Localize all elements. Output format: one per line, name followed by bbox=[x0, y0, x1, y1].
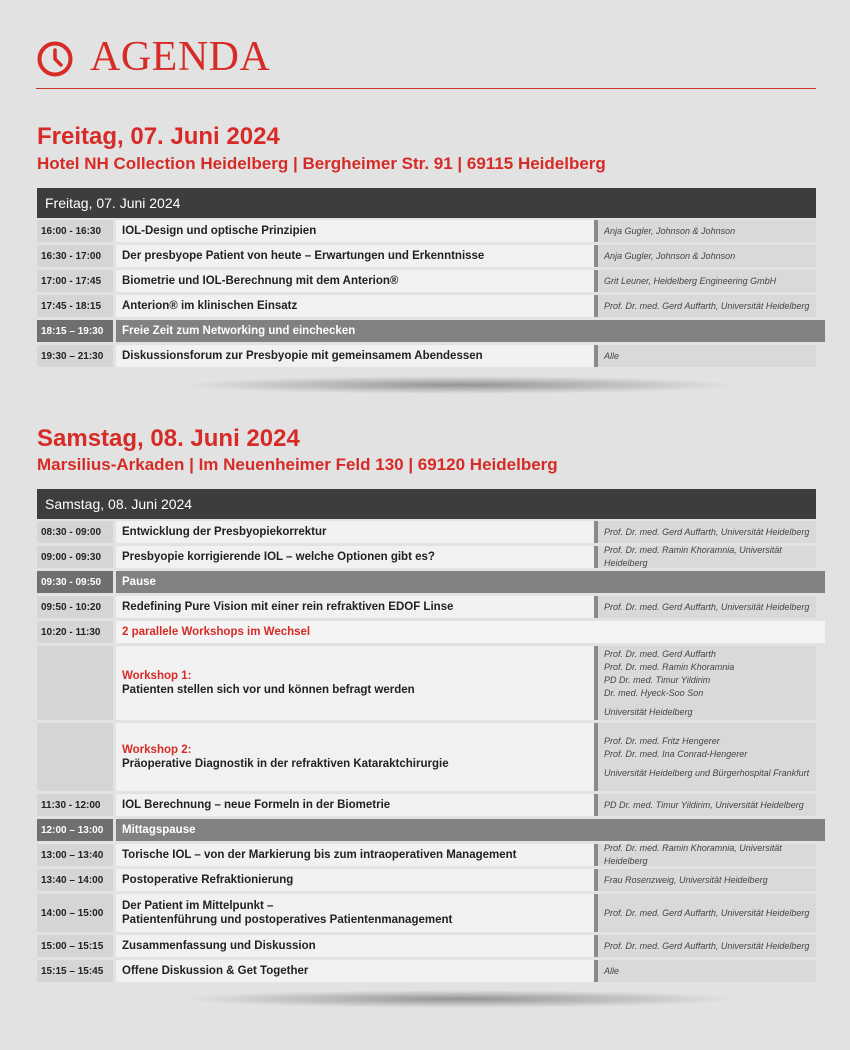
speaker-cell: Prof. Dr. med. Gerd Auffarth, Universität Heidelberg bbox=[598, 596, 816, 618]
time-cell: 16:30 - 17:00 bbox=[37, 245, 113, 267]
time-cell: 13:00 – 13:40 bbox=[37, 844, 113, 866]
workshop-row bbox=[37, 646, 816, 720]
speaker-cell: Prof. Dr. med. Ramin Khoramnia, Universität Heidelberg bbox=[598, 546, 816, 568]
topic-line: Patientenführung und postoperatives Patientenmanagement bbox=[122, 914, 453, 926]
break-label: Pause bbox=[116, 571, 825, 593]
time-cell bbox=[37, 646, 113, 720]
day-1-venue: Hotel NH Collection Heidelberg | Bergheimer Str. 91 | 69115 Heidelberg bbox=[37, 154, 606, 173]
time-cell: 10:20 - 11:30 bbox=[37, 621, 113, 643]
time-cell: 09:50 - 10:20 bbox=[37, 596, 113, 618]
time-cell: 19:30 – 21:30 bbox=[37, 345, 113, 367]
speaker-name: PD Dr. med. Timur Yildirim bbox=[604, 674, 711, 685]
topic-line: Der Patient im Mittelpunkt – bbox=[122, 900, 274, 912]
speaker-cell: Frau Rosenzweig, Universität Heidelberg bbox=[598, 869, 816, 891]
speaker-cell: Prof. Dr. med. Gerd Auffarth, Universität Heidelberg bbox=[598, 935, 816, 957]
table-row bbox=[37, 270, 816, 292]
table-row bbox=[37, 245, 816, 267]
workshop-header-row bbox=[37, 621, 816, 643]
speaker-cell: Anja Gugler, Johnson & Johnson bbox=[598, 220, 816, 242]
time-cell: 08:30 - 09:00 bbox=[37, 521, 113, 543]
table-row bbox=[37, 295, 816, 317]
table-header: Samstag, 08. Juni 2024 bbox=[37, 489, 816, 519]
speaker-cell: Alle bbox=[598, 960, 816, 982]
speaker-cell bbox=[598, 646, 816, 720]
table-row bbox=[37, 960, 816, 982]
time-cell: 12:00 – 13:00 bbox=[37, 819, 113, 841]
topic-cell bbox=[116, 723, 594, 791]
table-row bbox=[37, 844, 816, 866]
speaker-cell: Prof. Dr. med. Gerd Auffarth, Universität Heidelberg bbox=[598, 521, 816, 543]
topic-cell: Entwicklung der Presbyopiekorrektur bbox=[116, 521, 594, 543]
speaker-cell: Alle bbox=[598, 345, 816, 367]
topic-cell: IOL Berechnung – neue Formeln in der Biometrie bbox=[116, 794, 594, 816]
topic-cell bbox=[116, 646, 594, 720]
workshop-row bbox=[37, 723, 816, 791]
day-2-schedule-table bbox=[37, 489, 816, 985]
speaker-cell: Prof. Dr. med. Gerd Auffarth, Universität Heidelberg bbox=[598, 894, 816, 932]
time-cell: 17:00 - 17:45 bbox=[37, 270, 113, 292]
time-cell bbox=[37, 723, 113, 791]
break-row bbox=[37, 320, 816, 342]
break-row bbox=[37, 571, 816, 593]
time-cell: 15:00 – 15:15 bbox=[37, 935, 113, 957]
topic-cell: Offene Diskussion & Get Together bbox=[116, 960, 594, 982]
speaker-cell bbox=[598, 723, 816, 791]
time-cell: 17:45 - 18:15 bbox=[37, 295, 113, 317]
speaker-cell: Prof. Dr. med. Ramin Khoramnia, Universität Heidelberg bbox=[598, 844, 816, 866]
time-cell: 11:30 - 12:00 bbox=[37, 794, 113, 816]
speaker-name: Dr. med. Hyeck-Soo Son bbox=[604, 687, 704, 698]
table-shadow bbox=[180, 376, 740, 394]
speaker-name: Prof. Dr. med. Ina Conrad-Hengerer bbox=[604, 748, 748, 759]
page-title: AGENDA bbox=[90, 34, 271, 80]
day-2-title: Samstag, 08. Juni 2024 bbox=[37, 425, 300, 452]
topic-cell: Redefining Pure Vision mit einer rein refraktiven EDOF Linse bbox=[116, 596, 594, 618]
clock-icon bbox=[36, 40, 74, 78]
time-cell: 15:15 – 15:45 bbox=[37, 960, 113, 982]
speaker-affiliation: Universität Heidelberg bbox=[604, 706, 693, 717]
break-label: Freie Zeit zum Networking und einchecken bbox=[116, 320, 825, 342]
speaker-name: Prof. Dr. med. Ramin Khoramnia bbox=[604, 661, 735, 672]
agenda-header bbox=[36, 36, 816, 89]
workshop-topic: Patienten stellen sich vor und können befragt werden bbox=[122, 684, 415, 696]
table-row bbox=[37, 546, 816, 568]
speaker-affiliation: Universität Heidelberg und Bürgerhospital Frankfurt bbox=[604, 767, 810, 778]
day-1-title: Freitag, 07. Juni 2024 bbox=[37, 123, 280, 150]
time-cell: 18:15 – 19:30 bbox=[37, 320, 113, 342]
topic-cell: Diskussionsforum zur Presbyopie mit gemeinsamem Abendessen bbox=[116, 345, 594, 367]
topic-cell: Der presbyope Patient von heute – Erwartungen und Erkenntnisse bbox=[116, 245, 594, 267]
workshop-label: Workshop 1: bbox=[122, 670, 192, 682]
table-row bbox=[37, 935, 816, 957]
break-row bbox=[37, 819, 816, 841]
workshop-label: Workshop 2: bbox=[122, 744, 192, 756]
time-cell: 13:40 – 14:00 bbox=[37, 869, 113, 891]
speaker-cell: PD Dr. med. Timur Yildirim, Universität Heidelberg bbox=[598, 794, 816, 816]
topic-cell: Torische IOL – von der Markierung bis zum intraoperativen Management bbox=[116, 844, 594, 866]
time-cell: 16:00 - 16:30 bbox=[37, 220, 113, 242]
speaker-cell: Grit Leuner, Heidelberg Engineering GmbH bbox=[598, 270, 816, 292]
topic-cell: Anterion® im klinischen Einsatz bbox=[116, 295, 594, 317]
table-row bbox=[37, 794, 816, 816]
speaker-cell: Prof. Dr. med. Gerd Auffarth, Universität Heidelberg bbox=[598, 295, 816, 317]
time-cell: 14:00 – 15:00 bbox=[37, 894, 113, 932]
table-header: Freitag, 07. Juni 2024 bbox=[37, 188, 816, 218]
break-label: Mittagspause bbox=[116, 819, 825, 841]
speaker-name: Prof. Dr. med. Fritz Hengerer bbox=[604, 735, 720, 746]
topic-cell: IOL-Design und optische Prinzipien bbox=[116, 220, 594, 242]
time-cell: 09:30 - 09:50 bbox=[37, 571, 113, 593]
time-cell: 09:00 - 09:30 bbox=[37, 546, 113, 568]
speaker-cell: Anja Gugler, Johnson & Johnson bbox=[598, 245, 816, 267]
topic-cell bbox=[116, 894, 594, 932]
table-row bbox=[37, 345, 816, 367]
speaker-name: Prof. Dr. med. Gerd Auffarth bbox=[604, 648, 716, 659]
table-row bbox=[37, 220, 816, 242]
table-row bbox=[37, 596, 816, 618]
table-shadow bbox=[180, 990, 740, 1008]
topic-cell: Zusammenfassung und Diskussion bbox=[116, 935, 594, 957]
table-row bbox=[37, 869, 816, 891]
workshop-header-label: 2 parallele Workshops im Wechsel bbox=[116, 621, 825, 643]
topic-cell: Postoperative Refraktionierung bbox=[116, 869, 594, 891]
day-1-schedule-table bbox=[37, 188, 816, 370]
table-row bbox=[37, 521, 816, 543]
topic-cell: Presbyopie korrigierende IOL – welche Optionen gibt es? bbox=[116, 546, 594, 568]
workshop-topic: Präoperative Diagnostik in der refraktiven Kataraktchirurgie bbox=[122, 758, 449, 770]
topic-cell: Biometrie und IOL-Berechnung mit dem Anterion® bbox=[116, 270, 594, 292]
day-2-venue: Marsilius-Arkaden | Im Neuenheimer Feld 130 | 69120 Heidelberg bbox=[37, 455, 558, 474]
table-row bbox=[37, 894, 816, 932]
